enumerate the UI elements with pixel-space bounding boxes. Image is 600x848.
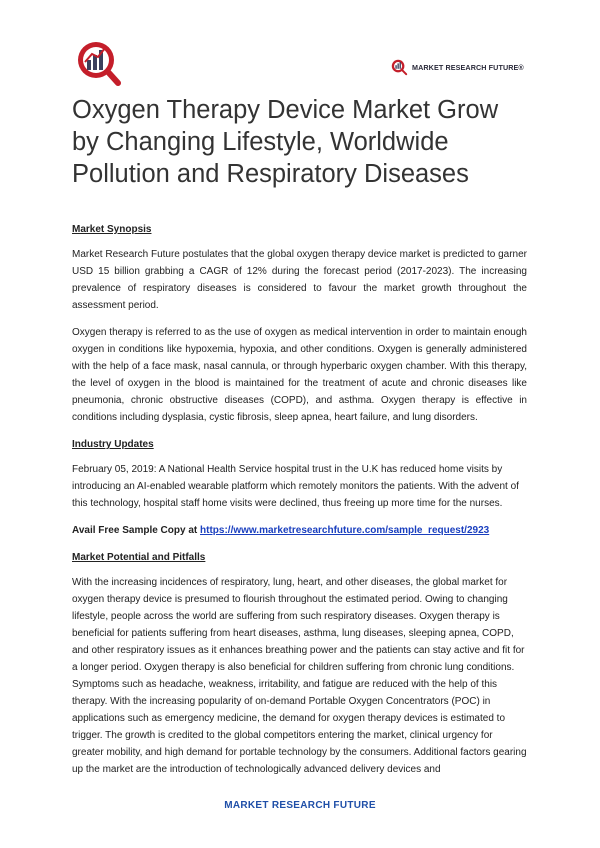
synopsis-paragraph-1: Market Research Future postulates that the global oxygen therapy device market is predicted to garner USD 15 billion grabbing a CAGR of 12% during the forecast period (2017-2023). The increasing prevalence of respiratory diseases is considered to favour the market growth throughout the assessment period. bbox=[72, 249, 527, 311]
brand-logo bbox=[390, 56, 524, 78]
sample-request-link[interactable]: https://www.marketresearchfuture.com/sample_request/2923 bbox=[200, 525, 490, 536]
section-heading-potential: Market Potential and Pitfalls bbox=[72, 552, 206, 563]
updates-paragraph-1: February 05, 2019: A National Health Service hospital trust in the U.K has reduced home visits by introducing an AI-enabled wearable platform which remotely monitors the patients. With the advent of this technology, hospital staff home visits were declined, thus freeing up more time for the nurses. bbox=[72, 464, 519, 509]
sample-copy-label: Avail Free Sample Copy at bbox=[72, 525, 201, 536]
company-logo-icon bbox=[72, 38, 132, 88]
synopsis-paragraph-2: Oxygen therapy is referred to as the use of oxygen as medical intervention in order to maintain enough oxygen in conditions like hypoxemia, hypoxia, and other conditions. Oxygen is generally administered with the help of a face mask, nasal cannula, or through hyperbaric oxygen chamber. With this therapy, the level of oxygen in the blood is maintained for the treatment of acute and chronic diseases like pneumonia, chronic obstructive diseases (COPD), and asthma. Oxygen therapy is effective in conditions including dysplasia, cystic fibrosis, sleep apnea, heart failure, and lung disorders. bbox=[72, 327, 527, 423]
section-heading-updates: Industry Updates bbox=[72, 439, 154, 450]
potential-paragraph-1: With the increasing incidences of respiratory, lung, heart, and other diseases, the global market for oxygen therapy device is presumed to flourish throughout the estimated period. Owing to changing lifestyle, people across the world are suffering from such respiratory diseases. Oxygen therapy is beneficial for patients suffering from heart diseases, asthma, lung diseases, sleeping apnea, COPD, and other respiratory issues as it enhances breathing power and the patients can stay active and fit for a longer period. Oxygen therapy is also beneficial for children suffering from chronic lung conditions. Symptoms such as headache, weakness, irritability, and fatigue are reduced with the help of this therapy. With the increasing popularity of on-demand Portable Oxygen Concentrators (POC) in applications such as emergency medicine, the demand for oxygen therapy devices is estimated to trigger. The growth is credited to the global competitors entering the market, clinical urgency for greater mobility, and high demand for portable technology by the consumers. Additional factors gearing up the market are the introduction of technologically advanced delivery devices and bbox=[72, 577, 527, 775]
brand-registered-mark: ® bbox=[518, 62, 524, 72]
footer-brand: MARKET RESEARCH FUTURE bbox=[224, 800, 376, 811]
section-heading-synopsis: Market Synopsis bbox=[72, 224, 152, 235]
sample-copy-line bbox=[72, 522, 527, 539]
brand-name: MARKET RESEARCH FUTURE bbox=[412, 62, 519, 72]
document-body bbox=[72, 221, 527, 788]
page-title: Oxygen Therapy Device Market Grow by Changing Lifestyle, Worldwide Pollution and Respiratory Diseases bbox=[72, 96, 499, 188]
brand-mark-icon bbox=[390, 58, 408, 76]
